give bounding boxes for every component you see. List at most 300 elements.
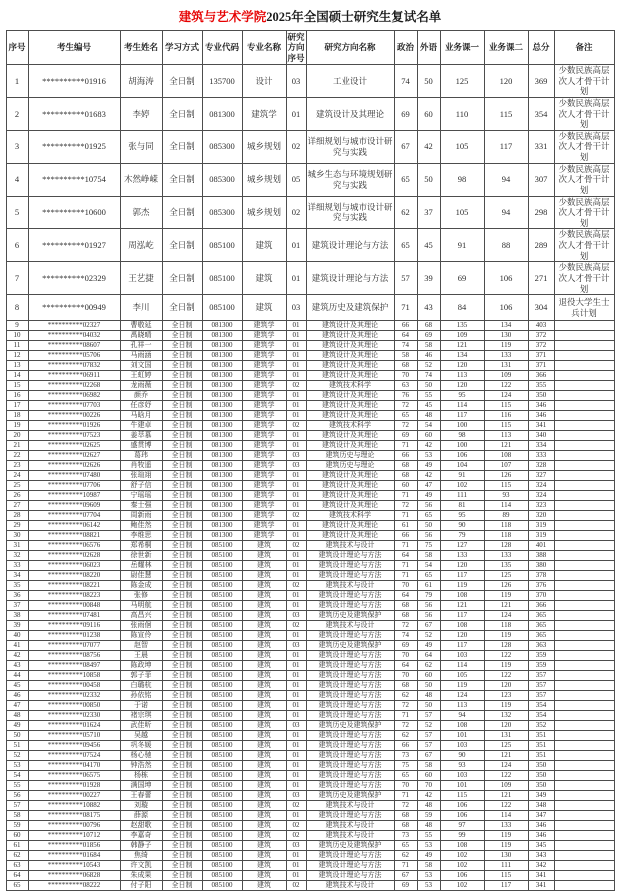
cell-direction-no: 02 — [286, 801, 306, 811]
cell-total-score: 341 — [528, 871, 554, 881]
cell-course1-score: 95 — [440, 511, 484, 521]
cell-direction-name: 建筑设计理论与方法 — [306, 861, 394, 871]
cell-total-score: 376 — [528, 581, 554, 591]
cell-foreign-score: 48 — [417, 411, 440, 421]
cell-major-name: 建筑学 — [242, 351, 286, 361]
cell-name: 舒子信 — [120, 481, 162, 491]
cell-major-name: 建筑学 — [242, 331, 286, 341]
cell-major-name: 城乡规划 — [242, 130, 286, 163]
cell-name: 周泓屹 — [120, 229, 162, 262]
table-row — [6, 531, 614, 541]
cell-candidate-id: **********09116 — [28, 621, 120, 631]
cell-course2-score: 121 — [484, 791, 528, 801]
cell-major-code: 081300 — [202, 321, 242, 331]
cell-study-mode: 全日制 — [162, 451, 202, 461]
cell-direction-no: 03 — [286, 641, 306, 651]
cell-direction-no: 01 — [286, 861, 306, 871]
cell-name: 朱成果 — [120, 871, 162, 881]
cell-politics-score: 68 — [394, 461, 417, 471]
cell-remark: 少数民族高层次人才骨干计划 — [554, 65, 614, 98]
cell-direction-name: 建筑技术与设计 — [306, 831, 394, 841]
cell-name: 李婷 — [120, 97, 162, 130]
col-header-direction-no: 研究方向序号 — [287, 31, 305, 63]
cell-name: 禹晓晴 — [120, 331, 162, 341]
page-title — [0, 0, 620, 25]
cell-candidate-id: **********02268 — [28, 381, 120, 391]
cell-study-mode: 全日制 — [162, 491, 202, 501]
cell-course1-score: 100 — [440, 421, 484, 431]
cell-remark — [554, 721, 614, 731]
cell-politics-score: 66 — [394, 741, 417, 751]
cell-major-code: 081300 — [202, 531, 242, 541]
cell-study-mode: 全日制 — [162, 751, 202, 761]
cell-candidate-id: **********02330 — [28, 711, 120, 721]
cell-remark — [554, 681, 614, 691]
cell-politics-score: 68 — [394, 361, 417, 371]
cell-direction-name: 建筑设计理论与方法 — [306, 681, 394, 691]
cell-candidate-id: **********02626 — [28, 461, 120, 471]
table-row — [6, 621, 614, 631]
cell-foreign-score: 56 — [417, 501, 440, 511]
cell-foreign-score: 42 — [417, 791, 440, 801]
table-row — [6, 851, 614, 861]
cell-direction-no: 01 — [286, 781, 306, 791]
cell-course2-score: 124 — [484, 391, 528, 401]
table-row — [6, 871, 614, 881]
cell-course2-score: 135 — [484, 561, 528, 571]
table-row — [6, 196, 614, 229]
cell-direction-no: 02 — [286, 881, 306, 891]
cell-candidate-id: **********07523 — [28, 431, 120, 441]
cell-major-code: 081300 — [202, 401, 242, 411]
cell-direction-no: 01 — [286, 771, 306, 781]
cell-course1-score: 117 — [440, 611, 484, 621]
cell-remark — [554, 851, 614, 861]
cell-direction-name: 建筑历史及建筑保护 — [306, 295, 394, 321]
cell-direction-no: 02 — [286, 196, 306, 229]
cell-course1-score: 106 — [440, 801, 484, 811]
cell-major-name: 设计 — [242, 65, 286, 98]
cell-study-mode: 全日制 — [162, 196, 202, 229]
cell-major-name: 建筑 — [242, 621, 286, 631]
cell-candidate-id: **********06982 — [28, 391, 120, 401]
cell-study-mode: 全日制 — [162, 361, 202, 371]
cell-name: 薛源 — [120, 811, 162, 821]
cell-candidate-id: **********10754 — [28, 163, 120, 196]
cell-major-name: 建筑学 — [242, 451, 286, 461]
cell-direction-name: 建筑设计理论与方法 — [306, 701, 394, 711]
cell-remark — [554, 461, 614, 471]
cell-direction-name: 建筑设计及其理论 — [306, 97, 394, 130]
cell-remark — [554, 621, 614, 631]
cell-name: 岳耀林 — [120, 561, 162, 571]
cell-major-code: 085100 — [202, 551, 242, 561]
cell-candidate-id: **********04170 — [28, 761, 120, 771]
cell-name: 盛贯博 — [120, 441, 162, 451]
cell-foreign-score: 69 — [417, 331, 440, 341]
cell-major-code: 081300 — [202, 501, 242, 511]
cell-major-name: 建筑 — [242, 821, 286, 831]
cell-candidate-id: **********06023 — [28, 561, 120, 571]
cell-foreign-score: 49 — [417, 491, 440, 501]
cell-name: 巩冬媛 — [120, 741, 162, 751]
cell-major-name: 建筑学 — [242, 361, 286, 371]
cell-name: 周新雨 — [120, 511, 162, 521]
cell-course2-score: 109 — [484, 371, 528, 381]
cell-course1-score: 135 — [440, 321, 484, 331]
cell-total-score: 348 — [528, 801, 554, 811]
cell-total-score: 342 — [528, 861, 554, 871]
cell-total-score: 371 — [528, 361, 554, 371]
cell-name: 徐世新 — [120, 551, 162, 561]
col-header-politics: 政治 — [394, 31, 417, 65]
cell-index: 64 — [6, 871, 28, 881]
table-row — [6, 561, 614, 571]
cell-index: 5 — [6, 196, 28, 229]
cell-candidate-id: **********07480 — [28, 471, 120, 481]
cell-direction-name: 建筑设计理论与方法 — [306, 761, 394, 771]
cell-name: 张修 — [120, 591, 162, 601]
table-row — [6, 761, 614, 771]
cell-remark — [554, 751, 614, 761]
cell-study-mode: 全日制 — [162, 130, 202, 163]
cell-name: 赵智 — [120, 641, 162, 651]
cell-major-name: 建筑 — [242, 551, 286, 561]
cell-course2-score: 128 — [484, 541, 528, 551]
cell-index: 42 — [6, 651, 28, 661]
cell-major-code: 085100 — [202, 831, 242, 841]
cell-major-name: 城乡规划 — [242, 163, 286, 196]
cell-direction-name: 建筑设计及其理论 — [306, 351, 394, 361]
cell-name: 任彦妤 — [120, 401, 162, 411]
table-row — [6, 731, 614, 741]
cell-major-code: 085100 — [202, 581, 242, 591]
cell-candidate-id: **********01683 — [28, 97, 120, 130]
cell-major-name: 建筑 — [242, 801, 286, 811]
cell-course1-score: 84 — [440, 295, 484, 321]
cell-candidate-id: **********10543 — [28, 861, 120, 871]
header-row — [6, 31, 614, 65]
col-header-total: 总分 — [528, 31, 554, 65]
cell-remark — [554, 501, 614, 511]
cell-foreign-score: 70 — [417, 781, 440, 791]
cell-candidate-id: **********00226 — [28, 411, 120, 421]
cell-name: 高昌兴 — [120, 611, 162, 621]
cell-foreign-score: 60 — [417, 431, 440, 441]
cell-major-name: 建筑 — [242, 295, 286, 321]
cell-remark — [554, 411, 614, 421]
cell-direction-no: 01 — [286, 671, 306, 681]
cell-name: 杨心驰 — [120, 751, 162, 761]
cell-foreign-score: 67 — [417, 621, 440, 631]
cell-foreign-score: 55 — [417, 831, 440, 841]
cell-index: 65 — [6, 881, 28, 891]
cell-candidate-id: **********10882 — [28, 801, 120, 811]
cell-index: 57 — [6, 801, 28, 811]
cell-course1-score: 103 — [440, 771, 484, 781]
cell-politics-score: 65 — [394, 841, 417, 851]
cell-index: 48 — [6, 711, 28, 721]
cell-foreign-score: 79 — [417, 591, 440, 601]
cell-major-code: 085100 — [202, 701, 242, 711]
cell-major-code: 085100 — [202, 731, 242, 741]
cell-politics-score: 66 — [394, 531, 417, 541]
cell-remark — [554, 321, 614, 331]
cell-candidate-id: **********08607 — [28, 341, 120, 351]
cell-index: 60 — [6, 831, 28, 841]
cell-major-name: 建筑 — [242, 681, 286, 691]
cell-study-mode: 全日制 — [162, 97, 202, 130]
cell-major-name: 建筑 — [242, 581, 286, 591]
cell-remark — [554, 871, 614, 881]
table-row — [6, 881, 614, 891]
cell-course2-score: 124 — [484, 761, 528, 771]
cell-major-code: 081300 — [202, 361, 242, 371]
cell-index: 53 — [6, 761, 28, 771]
cell-politics-score: 71 — [394, 511, 417, 521]
cell-total-score: 350 — [528, 771, 554, 781]
cell-course2-score: 115 — [484, 97, 528, 130]
cell-politics-score: 71 — [394, 295, 417, 321]
cell-study-mode: 全日制 — [162, 381, 202, 391]
cell-course2-score: 122 — [484, 381, 528, 391]
cell-course2-score: 122 — [484, 651, 528, 661]
cell-course1-score: 99 — [440, 831, 484, 841]
cell-name: 许文凯 — [120, 861, 162, 871]
cell-course2-score: 114 — [484, 501, 528, 511]
cell-course2-score: 115 — [484, 871, 528, 881]
cell-foreign-score: 56 — [417, 611, 440, 621]
table-row — [6, 461, 614, 471]
cell-index: 40 — [6, 631, 28, 641]
cell-major-code: 085100 — [202, 761, 242, 771]
cell-politics-score: 70 — [394, 581, 417, 591]
cell-course2-score: 132 — [484, 711, 528, 721]
cell-remark — [554, 431, 614, 441]
cell-name: 马晗月 — [120, 411, 162, 421]
cell-study-mode: 全日制 — [162, 651, 202, 661]
cell-study-mode: 全日制 — [162, 681, 202, 691]
cell-candidate-id: **********01856 — [28, 841, 120, 851]
table-row — [6, 381, 614, 391]
cell-course2-score: 131 — [484, 731, 528, 741]
cell-direction-name: 建筑设计理论与方法 — [306, 601, 394, 611]
cell-politics-score: 74 — [394, 65, 417, 98]
cell-study-mode: 全日制 — [162, 691, 202, 701]
table-row — [6, 691, 614, 701]
cell-total-score: 307 — [528, 163, 554, 196]
col-header-direction-name: 研究方向名称 — [306, 31, 394, 65]
cell-remark — [554, 651, 614, 661]
cell-study-mode: 全日制 — [162, 671, 202, 681]
cell-course1-score: 104 — [440, 461, 484, 471]
table-row — [6, 421, 614, 431]
cell-index: 51 — [6, 741, 28, 751]
cell-politics-score: 71 — [394, 491, 417, 501]
table-row — [6, 601, 614, 611]
cell-total-score: 355 — [528, 381, 554, 391]
cell-direction-no: 01 — [286, 661, 306, 671]
cell-study-mode: 全日制 — [162, 421, 202, 431]
cell-index: 32 — [6, 551, 28, 561]
cell-study-mode: 全日制 — [162, 262, 202, 295]
cell-major-code: 085100 — [202, 621, 242, 631]
cell-course2-score: 120 — [484, 65, 528, 98]
cell-candidate-id: **********01624 — [28, 721, 120, 731]
cell-index: 12 — [6, 351, 28, 361]
cell-major-name: 建筑学 — [242, 341, 286, 351]
cell-politics-score: 67 — [394, 871, 417, 881]
cell-course1-score: 119 — [440, 581, 484, 591]
cell-study-mode: 全日制 — [162, 791, 202, 801]
cell-direction-no: 03 — [286, 611, 306, 621]
cell-candidate-id: **********08821 — [28, 531, 120, 541]
cell-study-mode: 全日制 — [162, 561, 202, 571]
cell-course1-score: 98 — [440, 163, 484, 196]
cell-name: 曹敬延 — [120, 321, 162, 331]
cell-major-code: 085100 — [202, 671, 242, 681]
cell-politics-score: 62 — [394, 196, 417, 229]
cell-direction-name: 建筑设计理论与方法 — [306, 781, 394, 791]
cell-foreign-score: 65 — [417, 511, 440, 521]
cell-remark — [554, 601, 614, 611]
table-row — [6, 611, 614, 621]
cell-politics-score: 68 — [394, 811, 417, 821]
cell-remark — [554, 381, 614, 391]
cell-course1-score: 100 — [440, 441, 484, 451]
cell-major-name: 建筑 — [242, 591, 286, 601]
cell-candidate-id: **********00848 — [28, 601, 120, 611]
table-row — [6, 751, 614, 761]
cell-politics-score: 65 — [394, 411, 417, 421]
cell-study-mode: 全日制 — [162, 471, 202, 481]
cell-direction-name: 建筑设计理论与方法 — [306, 691, 394, 701]
cell-index: 50 — [6, 731, 28, 741]
cell-index: 35 — [6, 581, 28, 591]
cell-major-code: 085100 — [202, 711, 242, 721]
cell-foreign-score: 53 — [417, 451, 440, 461]
cell-course2-score: 116 — [484, 411, 528, 421]
cell-total-score: 346 — [528, 401, 554, 411]
cell-study-mode: 全日制 — [162, 661, 202, 671]
cell-course2-score: 106 — [484, 295, 528, 321]
cell-remark — [554, 521, 614, 531]
cell-politics-score: 71 — [394, 561, 417, 571]
cell-politics-score: 69 — [394, 431, 417, 441]
cell-remark: 少数民族高层次人才骨干计划 — [554, 229, 614, 262]
cell-remark — [554, 541, 614, 551]
cell-candidate-id: **********08222 — [28, 881, 120, 891]
table-row — [6, 541, 614, 551]
cell-politics-score: 65 — [394, 163, 417, 196]
cell-direction-name: 建筑历史与理论 — [306, 461, 394, 471]
table-row — [6, 130, 614, 163]
cell-study-mode: 全日制 — [162, 591, 202, 601]
cell-direction-no: 02 — [286, 421, 306, 431]
cell-course1-score: 101 — [440, 781, 484, 791]
cell-major-name: 建筑学 — [242, 491, 286, 501]
cell-major-code: 085100 — [202, 262, 242, 295]
cell-direction-name: 建筑技术与设计 — [306, 821, 394, 831]
cell-total-score: 331 — [528, 130, 554, 163]
cell-candidate-id: **********06142 — [28, 521, 120, 531]
cell-course1-score: 105 — [440, 130, 484, 163]
cell-index: 22 — [6, 451, 28, 461]
cell-foreign-score: 50 — [417, 65, 440, 98]
cell-course2-score: 134 — [484, 321, 528, 331]
cell-major-name: 建筑 — [242, 691, 286, 701]
cell-course1-score: 108 — [440, 721, 484, 731]
cell-major-name: 建筑学 — [242, 411, 286, 421]
cell-foreign-score: 53 — [417, 841, 440, 851]
cell-direction-no: 01 — [286, 871, 306, 881]
table-row — [6, 791, 614, 801]
cell-major-code: 081300 — [202, 331, 242, 341]
cell-remark — [554, 841, 614, 851]
cell-foreign-score: 50 — [417, 701, 440, 711]
cell-index: 58 — [6, 811, 28, 821]
cell-foreign-score: 49 — [417, 641, 440, 651]
cell-name: 葛玮 — [120, 451, 162, 461]
cell-direction-no: 01 — [286, 471, 306, 481]
cell-course1-score: 106 — [440, 871, 484, 881]
cell-index: 43 — [6, 661, 28, 671]
cell-remark — [554, 631, 614, 641]
table-row — [6, 711, 614, 721]
cell-foreign-score: 43 — [417, 295, 440, 321]
cell-foreign-score: 50 — [417, 521, 440, 531]
cell-study-mode: 全日制 — [162, 351, 202, 361]
cell-candidate-id: **********08223 — [28, 591, 120, 601]
cell-study-mode: 全日制 — [162, 641, 202, 651]
cell-direction-no: 01 — [286, 741, 306, 751]
cell-course2-score: 118 — [484, 621, 528, 631]
cell-politics-score: 69 — [394, 641, 417, 651]
cell-name: 于诺 — [120, 701, 162, 711]
cell-total-score: 327 — [528, 471, 554, 481]
table-row — [6, 511, 614, 521]
cell-foreign-score: 57 — [417, 711, 440, 721]
cell-direction-no: 02 — [286, 541, 306, 551]
cell-remark — [554, 671, 614, 681]
cell-study-mode: 全日制 — [162, 163, 202, 196]
col-header-course1: 业务课一 — [440, 31, 484, 65]
cell-name: 颜乔 — [120, 391, 162, 401]
cell-candidate-id: **********06828 — [28, 871, 120, 881]
cell-total-score: 324 — [528, 491, 554, 501]
cell-politics-score: 72 — [394, 721, 417, 731]
cell-candidate-id: **********08221 — [28, 581, 120, 591]
cell-major-code: 081300 — [202, 351, 242, 361]
cell-direction-no: 03 — [286, 295, 306, 321]
cell-course2-score: 126 — [484, 581, 528, 591]
cell-course2-score: 118 — [484, 521, 528, 531]
table-row — [6, 391, 614, 401]
cell-direction-no: 01 — [286, 711, 306, 721]
cell-remark — [554, 531, 614, 541]
cell-foreign-score: 58 — [417, 341, 440, 351]
cell-name: 姜萃慕 — [120, 431, 162, 441]
col-header-major-name: 专业名称 — [242, 31, 286, 65]
cell-direction-no: 01 — [286, 851, 306, 861]
cell-foreign-score: 58 — [417, 551, 440, 561]
cell-name: 孔祥一 — [120, 341, 162, 351]
table-row — [6, 401, 614, 411]
cell-total-score: 354 — [528, 701, 554, 711]
cell-study-mode: 全日制 — [162, 861, 202, 871]
cell-politics-score: 70 — [394, 371, 417, 381]
cell-major-name: 建筑学 — [242, 401, 286, 411]
